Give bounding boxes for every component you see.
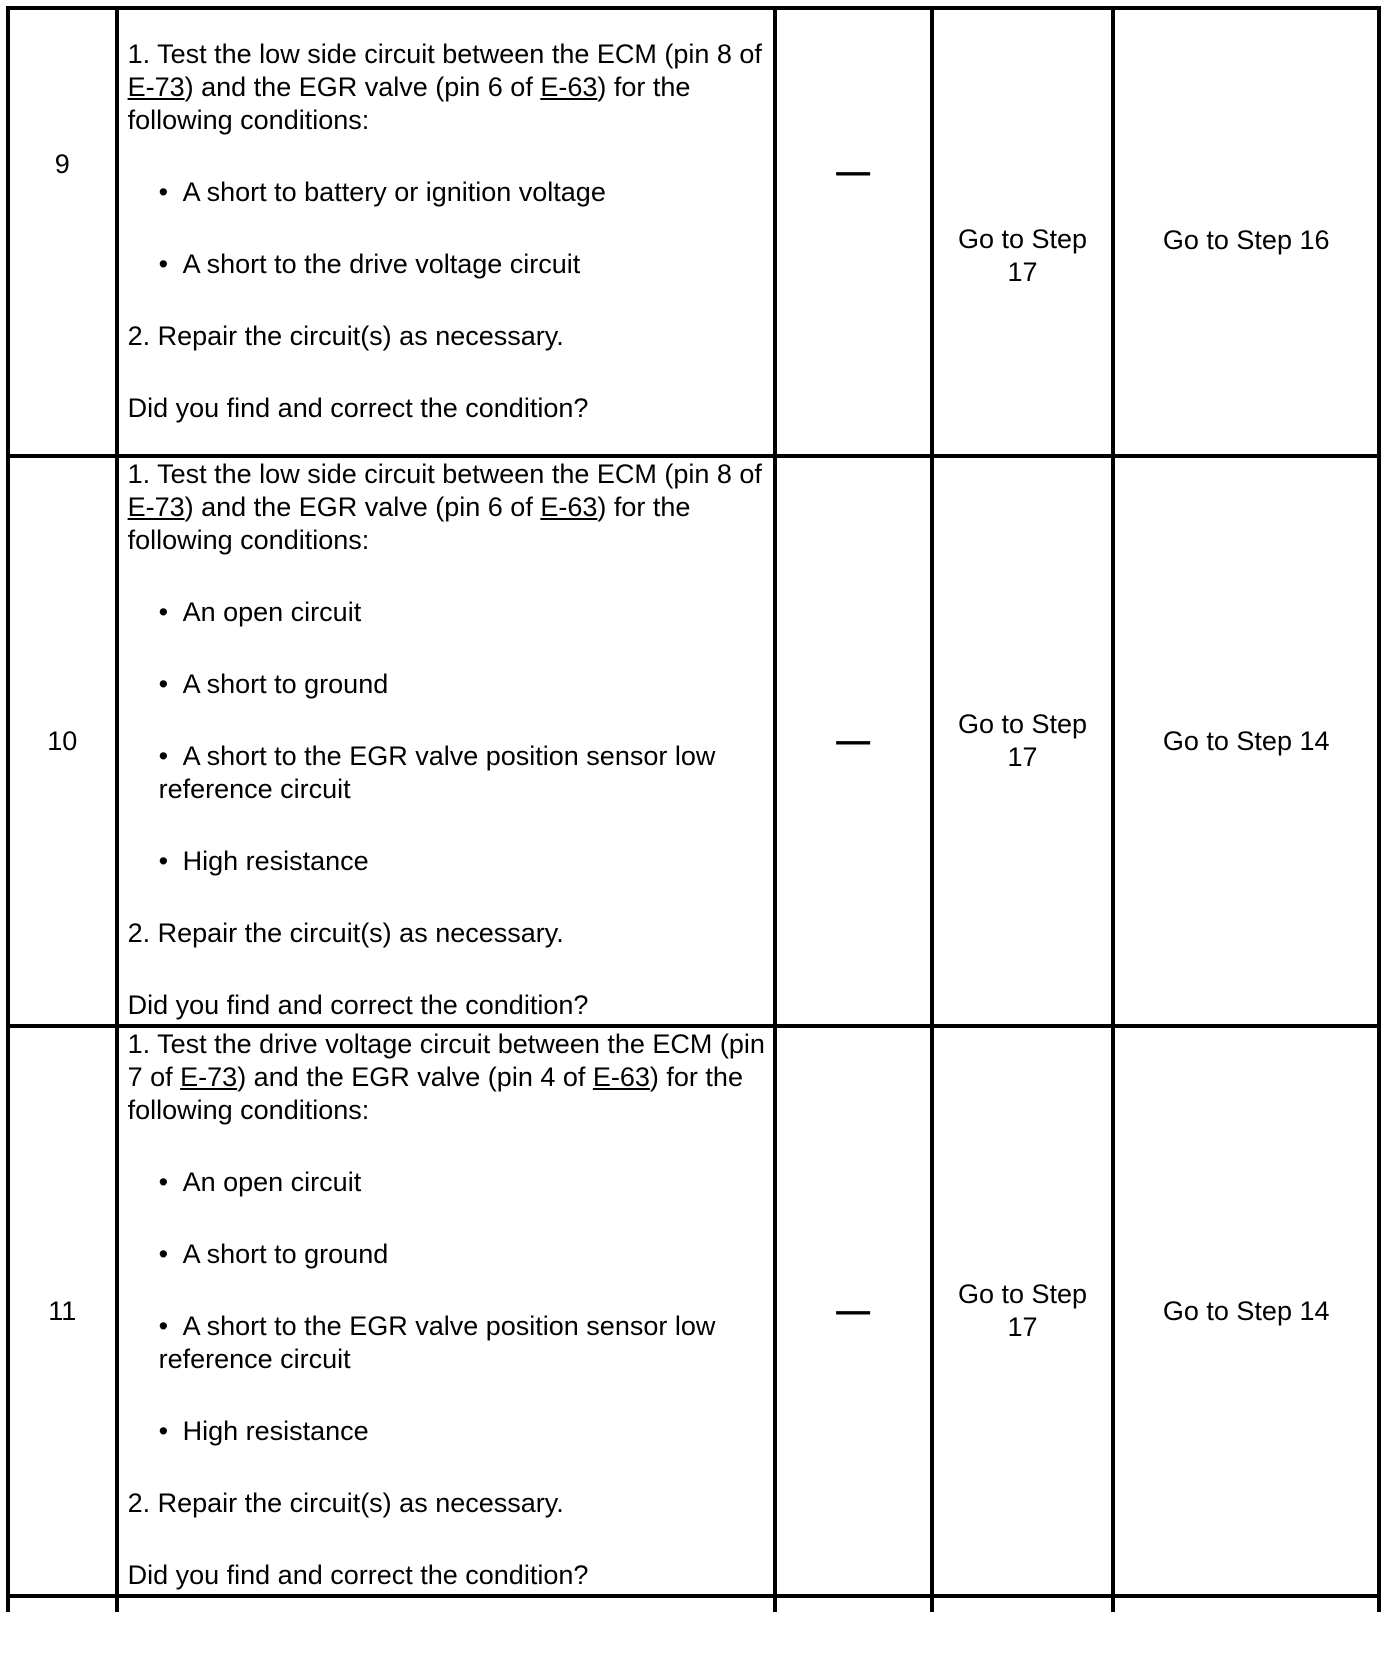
yes-cell	[932, 8, 1114, 456]
connector-link[interactable]: E-63	[592, 1062, 650, 1092]
repair-instruction: 2. Repair the circuit(s) as necessary.	[127, 320, 564, 351]
table-cell	[775, 1596, 932, 1612]
no-cell	[1113, 8, 1379, 456]
yes-action[interactable]: Go to Step 17	[957, 1279, 1088, 1342]
bullet-icon: •	[158, 597, 169, 627]
bullet-icon: •	[158, 1239, 169, 1269]
action-instruction	[128, 458, 767, 557]
table-row-continued	[8, 1596, 1379, 1612]
step-number: 11	[48, 1295, 77, 1326]
instruction-text: ) and the EGR valve (pin 4 of	[237, 1062, 593, 1092]
instruction-text: ) for the following conditions:	[127, 492, 691, 555]
step-number: 10	[47, 725, 78, 756]
table-cell	[932, 1596, 1114, 1612]
step-number-cell	[8, 456, 117, 1026]
connector-link[interactable]: E-73	[180, 1062, 238, 1092]
yes-action[interactable]: Go to Step 17	[957, 709, 1088, 772]
instruction-text: 1. Test the drive voltage circuit between the ECM (pin 7 of	[127, 1029, 765, 1092]
table-row	[8, 8, 1379, 456]
value-dash: —	[836, 152, 871, 191]
instruction-text: 1. Test the low side circuit between the ECM (pin 8 of	[127, 459, 762, 489]
connector-link[interactable]: E-63	[540, 71, 598, 102]
result-question: Did you find and correct the condition?	[127, 1560, 589, 1590]
action-cell	[117, 1026, 775, 1596]
bullet-icon: •	[158, 1416, 169, 1446]
result-question: Did you find and correct the condition?	[127, 392, 589, 423]
condition-bullet: • A short to battery or ignition voltage	[158, 176, 606, 207]
instruction-text: ) for the following conditions:	[127, 1062, 743, 1125]
action-cell	[117, 456, 775, 1026]
bullet-icon: •	[158, 176, 169, 207]
repair-instruction: 2. Repair the circuit(s) as necessary.	[127, 1488, 564, 1518]
action-instruction	[128, 38, 767, 137]
diagnostic-table-page	[6, 6, 1381, 1612]
condition-bullet: • An open circuit	[158, 1167, 362, 1197]
yes-cell	[932, 456, 1114, 1026]
connector-link[interactable]: E-73	[127, 71, 185, 102]
connector-link[interactable]: E-73	[127, 492, 185, 522]
table-cell	[1113, 1596, 1379, 1612]
condition-bullet: • A short to the drive voltage circuit	[158, 248, 581, 279]
yes-action[interactable]: Go to Step 17	[957, 224, 1088, 287]
table-row	[8, 456, 1379, 1026]
connector-link[interactable]: E-63	[540, 492, 598, 522]
value-cell	[775, 8, 932, 456]
step-number-cell	[8, 1026, 117, 1596]
repair-instruction: 2. Repair the circuit(s) as necessary.	[127, 918, 564, 948]
diagnostic-table	[6, 6, 1381, 1612]
condition-bullet: • A short to the EGR valve position sensor low reference circuit	[158, 1311, 716, 1374]
action-cell	[117, 8, 775, 456]
value-cell	[775, 456, 932, 1026]
no-action[interactable]: Go to Step 14	[1162, 1295, 1330, 1326]
bullet-icon: •	[158, 1311, 169, 1341]
no-cell	[1113, 456, 1379, 1026]
no-action[interactable]: Go to Step 16	[1162, 224, 1330, 255]
condition-bullet: • A short to ground	[158, 669, 389, 699]
instruction-text: 1. Test the low side circuit between the ECM (pin 8 of	[127, 38, 762, 69]
condition-bullet: • A short to ground	[158, 1239, 389, 1269]
table-cell	[117, 1596, 775, 1612]
condition-bullet: • A short to the EGR valve position sensor low reference circuit	[158, 741, 716, 804]
value-cell	[775, 1026, 932, 1596]
result-question: Did you find and correct the condition?	[127, 990, 589, 1020]
no-cell	[1113, 1026, 1379, 1596]
step-number-cell	[8, 8, 117, 456]
bullet-icon: •	[158, 248, 169, 279]
bullet-icon: •	[158, 1167, 169, 1197]
step-number: 9	[54, 148, 70, 179]
instruction-text: ) and the EGR valve (pin 6 of	[184, 71, 541, 102]
condition-bullet: • An open circuit	[158, 597, 362, 627]
yes-cell	[932, 1026, 1114, 1596]
instruction-text: ) and the EGR valve (pin 6 of	[184, 492, 541, 522]
bullet-icon: •	[158, 669, 169, 699]
condition-bullet: • High resistance	[158, 1416, 369, 1446]
bullet-icon: •	[158, 846, 169, 876]
value-dash: —	[836, 1291, 871, 1330]
value-dash: —	[836, 721, 871, 760]
action-instruction	[128, 1028, 767, 1127]
instruction-text: ) for the following conditions:	[127, 71, 691, 135]
table-cell	[8, 1596, 117, 1612]
bullet-icon: •	[158, 741, 169, 771]
condition-bullet: • High resistance	[158, 846, 369, 876]
table-row	[8, 1026, 1379, 1596]
no-action[interactable]: Go to Step 14	[1162, 725, 1330, 756]
